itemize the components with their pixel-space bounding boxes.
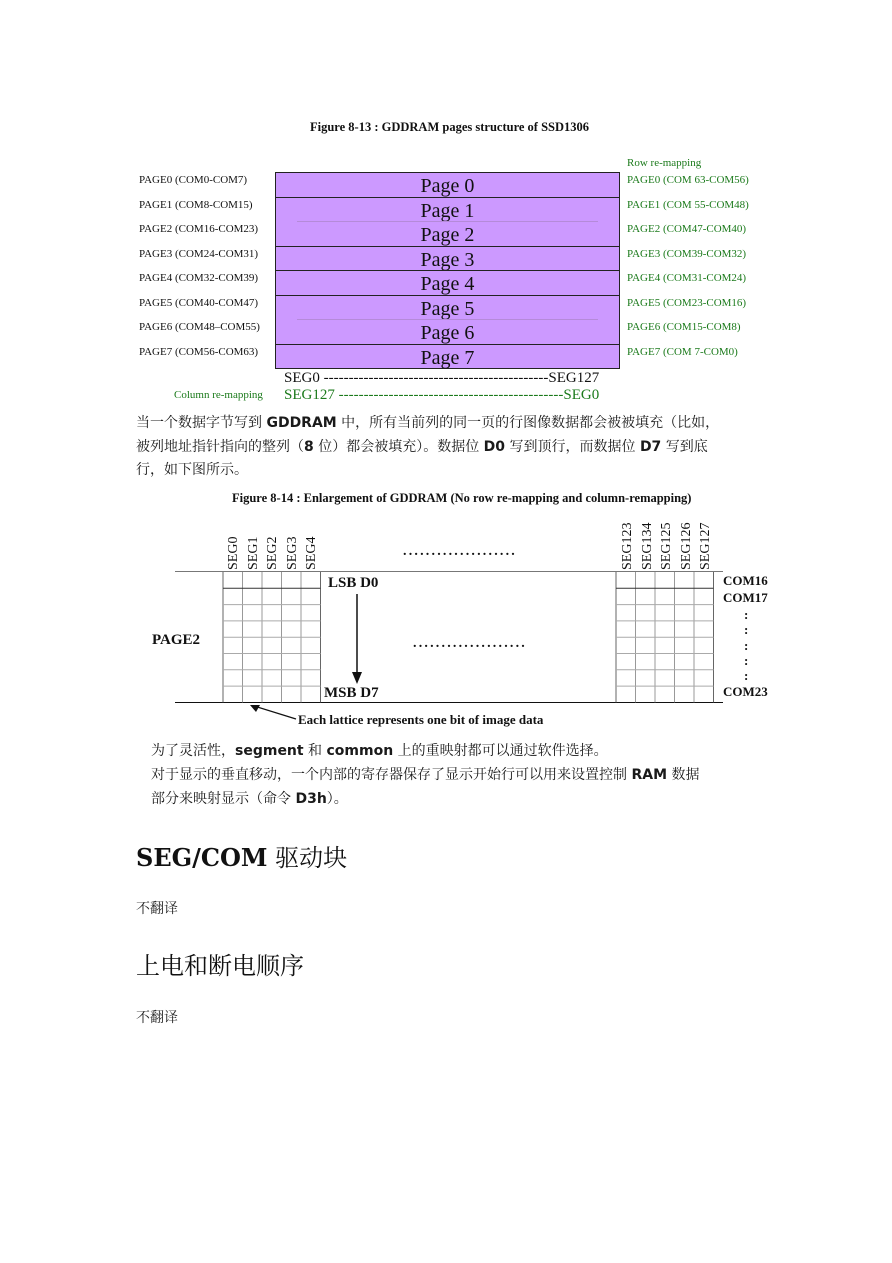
pointer-arrow-icon: [248, 703, 300, 721]
paragraph-2-line-1: [151, 740, 608, 763]
down-arrow-icon: [348, 594, 366, 686]
text-span: 数据: [667, 767, 700, 783]
right-page-label: PAGE3 (COM39-COM32): [627, 247, 747, 260]
text-span: 被列地址指针指向的整列（: [136, 439, 304, 455]
left-page-label: PAGE3 (COM24-COM31): [139, 247, 259, 260]
right-page-label: PAGE4 (COM31-COM24): [627, 272, 747, 284]
page-row: Page 5: [420, 297, 475, 320]
gddram-term: GDDRAM: [266, 415, 337, 431]
com-label: :: [744, 622, 749, 637]
left-page-label: PAGE1 (COM8-COM15): [139, 198, 253, 211]
text-span: 为了灵活性，: [151, 743, 235, 759]
page-row: Page 4: [420, 273, 475, 295]
section-heading-seg-com: [136, 838, 347, 873]
figure-8-14-title: Figure 8-14 : Enlargement of GDDRAM (No row re-mapping and column-remapping): [232, 491, 692, 505]
right-page-label: PAGE6 (COM15-COM8): [627, 321, 741, 333]
bit-count: 8: [304, 439, 314, 455]
right-page-label: PAGE0 (COM 63-COM56): [627, 174, 749, 186]
text-span: 部分来映射显示（命令: [151, 791, 296, 807]
page-row: Page 0: [420, 175, 475, 197]
page-divider: [276, 344, 619, 345]
seg-column-label: SEG2: [265, 536, 280, 570]
lattice-caption: Each lattice represents one bit of image data: [298, 712, 544, 727]
paragraph-1-line-3: 行，如下图所示。: [136, 462, 248, 478]
heading-bold-part: SEG/COM: [136, 843, 268, 872]
com-label: COM23: [723, 684, 768, 699]
seg-column-label: SEG4: [304, 536, 319, 570]
com-label: :: [744, 607, 749, 622]
page-row: Page 1: [420, 199, 475, 222]
com-label: :: [744, 638, 749, 653]
seg-column-label: SEG127: [698, 522, 713, 570]
d7-term: D7: [639, 439, 662, 455]
seg-column-label: SEG123: [620, 522, 635, 570]
d3h-term: D3h: [295, 791, 327, 807]
text-span: 和: [303, 743, 327, 759]
text-span: 中，所有当前列的同一页的行图像数据都会被被填充（比如，: [336, 415, 720, 431]
page-divider: [276, 246, 619, 247]
text-span: 当一个数据字节写到: [136, 415, 267, 431]
figure-8-13-title: Figure 8-13 : GDDRAM pages structure of SSD1306: [310, 120, 590, 134]
section-2-body: 不翻译: [136, 1010, 178, 1026]
section-heading-power-sequence: 上电和断电顺序: [136, 952, 304, 980]
page-row: Page 3: [420, 248, 475, 271]
page-row: Page 2: [420, 224, 475, 246]
common-term: common: [326, 743, 394, 759]
left-page-label: PAGE5 (COM40-COM47): [139, 296, 259, 309]
paragraph-1-line-2: [136, 436, 708, 459]
left-page-label: PAGE0 (COM0-COM7): [139, 174, 248, 186]
dots-top: ....................: [403, 544, 517, 559]
ram-term: RAM: [631, 767, 667, 783]
seg-column-label: SEG0: [226, 536, 241, 570]
seg-column-label: SEG126: [678, 522, 694, 570]
dots-middle: ....................: [413, 636, 527, 651]
left-page-label: PAGE7 (COM56-COM63): [139, 345, 259, 358]
heading-cn-part: 驱动块: [267, 844, 348, 872]
lsb-label: LSB D0: [328, 575, 379, 591]
text-span: 写到顶行，而数据位: [505, 439, 640, 455]
seg-column-label: SEG134: [639, 522, 655, 570]
paragraph-1-line-1: [136, 412, 719, 435]
page-divider: [276, 295, 619, 296]
right-page-label: PAGE1 (COM 55-COM48): [627, 198, 749, 211]
seg-remapped-line: SEG127 ---------------------------------------------SEG0: [284, 387, 600, 403]
segment-term: segment: [235, 743, 304, 759]
text-span: 上的重映射都可以通过软件选择。: [393, 743, 608, 759]
paragraph-2-line-3: [151, 788, 348, 811]
left-page-label: PAGE6 (COM48–COM55): [139, 321, 260, 333]
column-remapping-label: Column re-mapping: [174, 389, 263, 401]
page-divider: [276, 270, 619, 271]
page-divider: [276, 197, 619, 198]
msb-label: MSB D7: [324, 685, 379, 701]
paragraph-2-line-2: [151, 764, 699, 787]
section-1-body: 不翻译: [136, 901, 178, 917]
seg-normal-line: SEG0 ---------------------------------------------SEG127: [284, 370, 600, 386]
seg-column-label: SEG1: [245, 536, 261, 570]
page-row: Page 7: [420, 346, 475, 369]
d0-term: D0: [483, 439, 506, 455]
seg-column-label: SEG3: [284, 536, 300, 570]
com-label: :: [744, 653, 749, 668]
bit-grid-left: [222, 572, 324, 703]
right-page-label: PAGE5 (COM23-COM16): [627, 296, 747, 309]
seg-column-label: SEG125: [659, 522, 674, 570]
text-span: 写到底: [661, 439, 708, 455]
page-divider: [297, 221, 599, 222]
page-divider: [297, 319, 599, 320]
right-page-label: PAGE2 (COM47-COM40): [627, 223, 747, 235]
page2-label: PAGE2: [152, 632, 201, 648]
com-label: COM17: [723, 590, 768, 605]
com-label: :: [744, 668, 749, 683]
com-label: COM16: [723, 573, 768, 588]
text-span: 位）都会被填充）。数据位: [313, 439, 484, 455]
right-page-label: PAGE7 (COM 7-COM0): [627, 345, 738, 358]
page-row: Page 6: [420, 322, 475, 344]
text-span: 对于显示的垂直移动，一个内部的寄存器保存了显示开始行可以用来设置控制: [151, 767, 632, 783]
gddram-pages-box: [275, 172, 620, 369]
left-page-label: PAGE2 (COM16-COM23): [139, 223, 259, 235]
left-page-label: PAGE4 (COM32-COM39): [139, 272, 259, 284]
row-remapping-label: Row re-mapping: [627, 157, 702, 169]
bit-grid-right: [615, 572, 717, 703]
text-span: ）。: [326, 791, 348, 807]
